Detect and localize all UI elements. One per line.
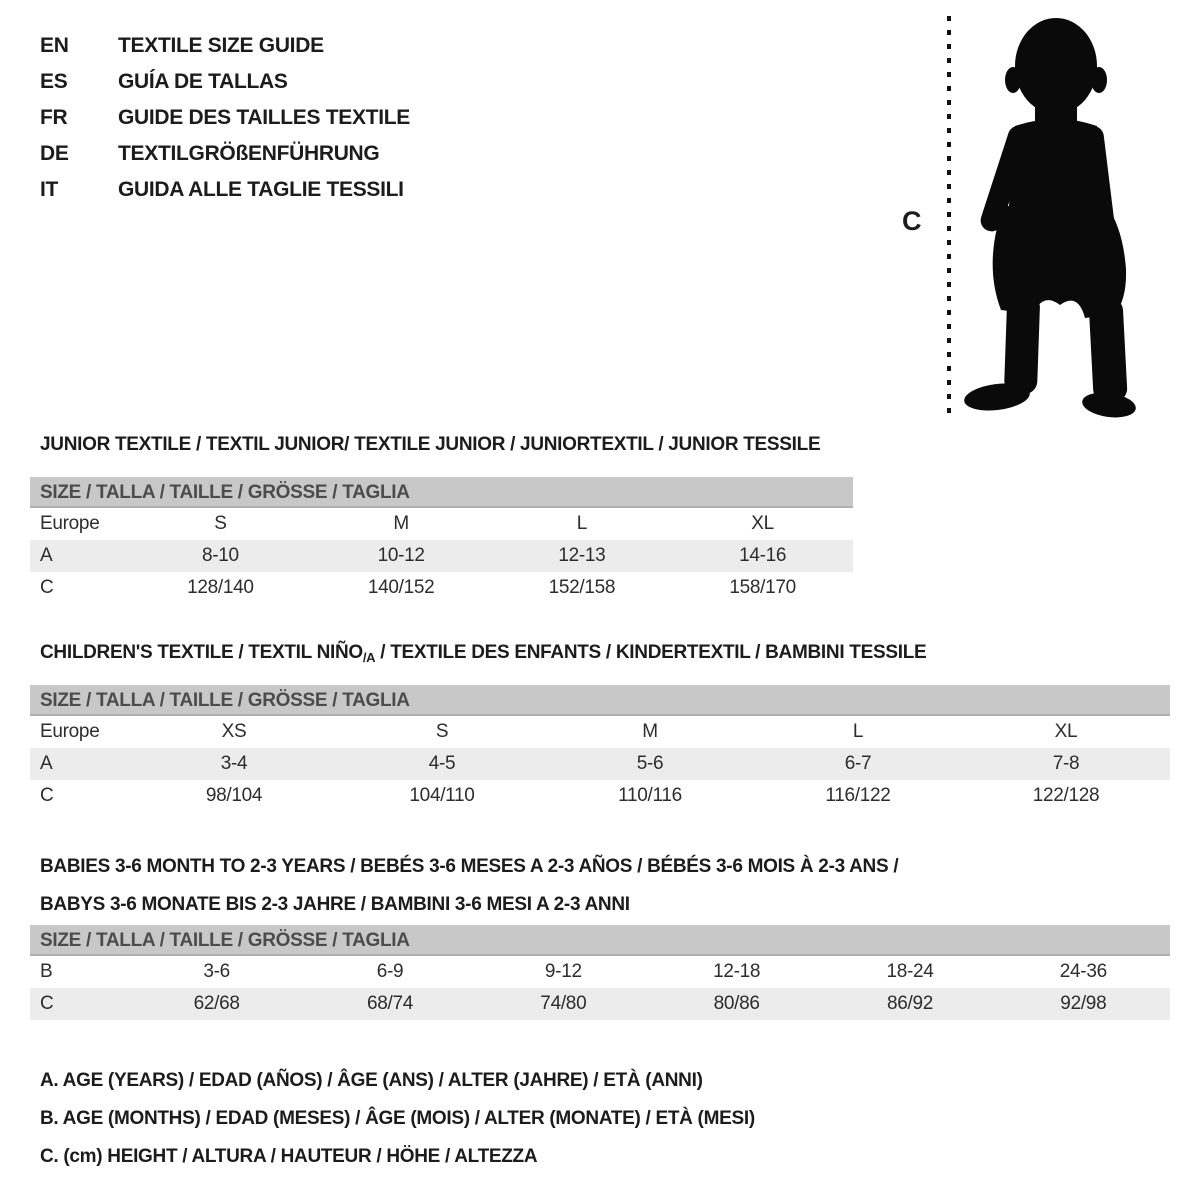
row-label: B xyxy=(40,961,53,982)
table-row-months xyxy=(30,956,1170,988)
age-cell: 5-6 xyxy=(636,753,664,774)
language-title-list xyxy=(40,28,410,208)
language-code: EN xyxy=(40,34,69,57)
size-cell: XS xyxy=(221,721,247,742)
height-cell: 98/104 xyxy=(205,785,263,806)
size-cell: XL xyxy=(1054,721,1078,742)
months-cell: 9-12 xyxy=(544,961,582,982)
legend xyxy=(40,1062,755,1176)
row-label: Europe xyxy=(40,721,100,742)
children-title-suffix: / TEXTILE DES ENFANTS / KINDERTEXTIL / BAMBINI TESSILE xyxy=(375,642,927,663)
months-cell: 12-18 xyxy=(713,961,761,982)
size-table-header: SIZE / TALLA / TAILLE / GRÖSSE / TAGLIA xyxy=(30,685,1170,716)
height-cell: 104/110 xyxy=(409,785,475,806)
months-cell: 6-9 xyxy=(376,961,404,982)
age-cell: 12-13 xyxy=(558,545,606,566)
language-code: FR xyxy=(40,106,68,129)
row-label: Europe xyxy=(40,513,100,534)
language-code: DE xyxy=(40,142,69,165)
table-row-europe xyxy=(30,508,853,540)
table-row-height xyxy=(30,780,1170,812)
height-cell: 62/68 xyxy=(193,993,240,1014)
age-cell: 6-7 xyxy=(844,753,872,774)
table-row-height xyxy=(30,988,1170,1020)
guide-title-en: TEXTILE SIZE GUIDE xyxy=(118,34,324,57)
months-cell: 24-36 xyxy=(1059,961,1107,982)
size-cell: L xyxy=(576,513,588,534)
legend-line-a: A. AGE (YEARS) / EDAD (AÑOS) / ÂGE (ANS) / ALTER (JAHRE) / ETÀ (ANNI) xyxy=(40,1070,703,1091)
size-cell: M xyxy=(393,513,409,534)
junior-section-title: JUNIOR TEXTILE / TEXTIL JUNIOR/ TEXTILE JUNIOR / JUNIORTEXTIL / JUNIOR TESSILE xyxy=(40,434,821,455)
guide-title-fr: GUIDE DES TAILLES TEXTILE xyxy=(118,106,410,129)
months-cell: 18-24 xyxy=(886,961,934,982)
size-cell: S xyxy=(214,513,227,534)
size-cell: S xyxy=(435,721,449,742)
children-title-prefix: CHILDREN'S TEXTILE / TEXTIL NIÑO xyxy=(40,642,363,663)
months-cell: 3-6 xyxy=(203,961,230,982)
size-cell: L xyxy=(852,721,864,742)
language-row-de xyxy=(40,136,410,172)
height-cell: 68/74 xyxy=(366,993,414,1014)
table-row-europe xyxy=(30,716,1170,748)
babies-title-line2: BABYS 3-6 MONATE BIS 2-3 JAHRE / BAMBINI 3-6 MESI A 2-3 ANNI xyxy=(40,894,630,915)
size-table-header: SIZE / TALLA / TAILLE / GRÖSSE / TAGLIA xyxy=(30,477,853,508)
language-row-it xyxy=(40,172,410,208)
height-dashed-line xyxy=(944,14,954,420)
size-table-header: SIZE / TALLA / TAILLE / GRÖSSE / TAGLIA xyxy=(30,925,1170,956)
table-row-age xyxy=(30,748,1170,780)
size-cell: XL xyxy=(751,513,774,534)
row-label: A xyxy=(40,545,53,566)
language-code: IT xyxy=(40,178,59,201)
guide-title-es: GUÍA DE TALLAS xyxy=(118,70,288,93)
height-cell: 116/122 xyxy=(825,785,891,806)
row-label: A xyxy=(40,753,53,774)
language-row-fr xyxy=(40,100,410,136)
height-cell: 122/128 xyxy=(1032,785,1100,806)
guide-title-it: GUIDA ALLE TAGLIE TESSILI xyxy=(118,178,404,201)
height-cell: 152/158 xyxy=(548,577,616,598)
height-measure-figure xyxy=(880,0,1200,440)
junior-size-table xyxy=(30,477,853,604)
children-title-subscript: /A xyxy=(362,650,376,665)
babies-title-line1: BABIES 3-6 MONTH TO 2-3 YEARS / BEBÉS 3-6 MESES A 2-3 AÑOS / BÉBÉS 3-6 MOIS À 2-3 ANS / xyxy=(40,856,899,877)
age-cell: 3-4 xyxy=(220,753,248,774)
height-cell: 80/86 xyxy=(713,993,760,1014)
age-cell: 8-10 xyxy=(201,545,239,566)
babies-size-table xyxy=(30,925,1170,1020)
language-row-en xyxy=(40,28,410,64)
table-row-height xyxy=(30,572,853,604)
legend-line-c: C. (cm) HEIGHT / ALTURA / HAUTEUR / HÖHE / ALTEZZA xyxy=(40,1146,538,1167)
age-cell: 10-12 xyxy=(377,545,425,566)
age-cell: 4-5 xyxy=(428,753,456,774)
height-measure-label: C xyxy=(902,206,922,236)
height-cell: 158/170 xyxy=(729,577,796,598)
age-cell: 7-8 xyxy=(1052,753,1080,774)
toddler-silhouette-icon xyxy=(963,14,1143,419)
height-cell: 128/140 xyxy=(187,577,254,598)
row-label: C xyxy=(40,785,54,806)
children-section-title xyxy=(40,642,926,665)
height-cell: 140/152 xyxy=(367,577,435,598)
guide-title-de: TEXTILGRÖßENFÜHRUNG xyxy=(118,142,380,165)
row-label: C xyxy=(40,993,54,1014)
children-size-table xyxy=(30,685,1170,812)
size-cell: M xyxy=(642,721,658,742)
language-code: ES xyxy=(40,70,68,93)
height-cell: 86/92 xyxy=(886,993,934,1014)
height-cell: 74/80 xyxy=(540,993,587,1014)
height-cell: 110/116 xyxy=(618,785,682,806)
table-row-age xyxy=(30,540,853,572)
legend-line-b: B. AGE (MONTHS) / EDAD (MESES) / ÂGE (MOIS) / ALTER (MONATE) / ETÀ (MESI) xyxy=(40,1108,755,1129)
language-row-es xyxy=(40,64,410,100)
height-cell: 92/98 xyxy=(1060,993,1107,1014)
age-cell: 14-16 xyxy=(739,545,787,566)
babies-section-title xyxy=(40,848,898,924)
row-label: C xyxy=(40,577,54,598)
